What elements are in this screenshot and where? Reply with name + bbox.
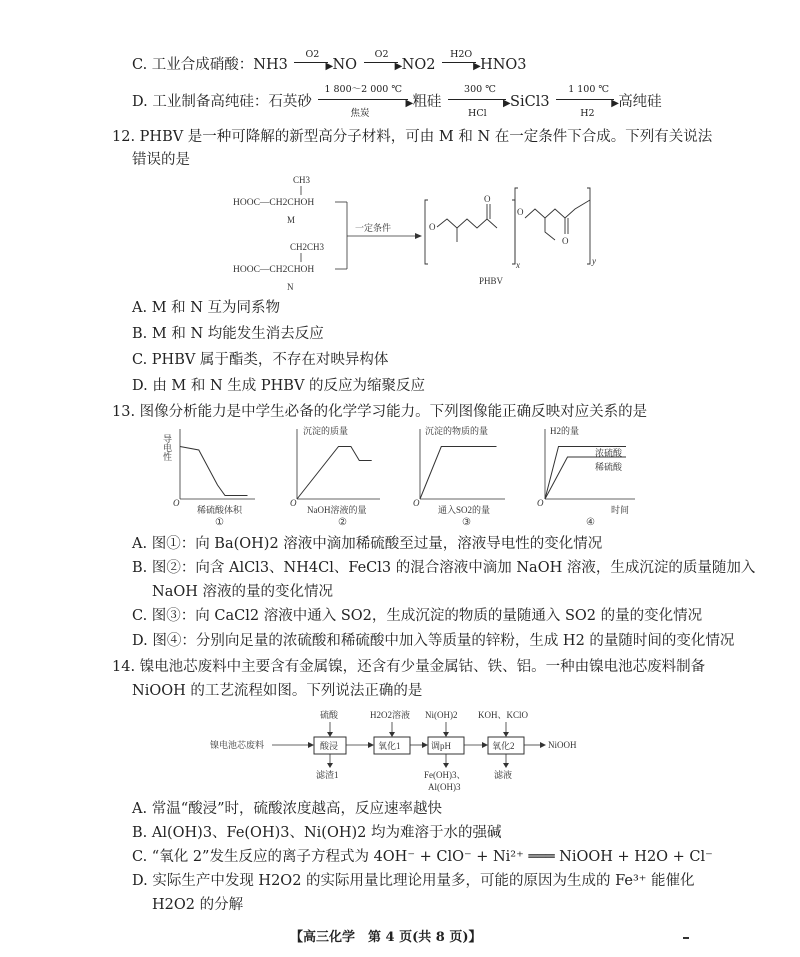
graph1-xlabel: 稀硫酸体积 (197, 505, 243, 515)
cond-o2: O2 (374, 49, 389, 60)
reagent-sulfuric-acid: 硫酸 (320, 710, 339, 720)
phbv-oxygen: O (562, 236, 569, 246)
reagent-h2o2: H2O2溶液 (370, 710, 410, 720)
q13-option-c: C. 图③：向 CaCl2 溶液中通入 SO2，生成沉淀的物质的量随通入 SO2 的量的变化情况 (132, 608, 703, 624)
graph2-origin: O (290, 498, 297, 508)
page-footer: 【高三化学 第 4 页(共 8 页)】 (290, 930, 482, 945)
chem-nh3: NH3 (253, 57, 288, 73)
q13-option-a: A. 图①：向 Ba(OH)2 溶液中滴加稀硫酸至过量，溶液导电性的变化情况 (132, 536, 603, 552)
q14-stem-line2: NiOOH 的工艺流程如图。下列说法正确的是 (132, 683, 423, 699)
graph2-xlabel: NaOH溶液的量 (307, 505, 367, 515)
q13-option-d: D. 图④：分别向足量的浓硫酸和稀硫酸中加入等质量的锌粉，生成 H2 的量随时间的变化情况 (132, 633, 735, 649)
n-formula: HOOC—CH2CHOH (233, 265, 315, 275)
subscript-x: x (516, 260, 520, 270)
q14-option-b: B. Al(OH)3、Fe(OH)3、Ni(OH)2 均为难溶于水的强碱 (132, 825, 502, 841)
m-substituent: CH3 (293, 175, 311, 185)
output-aloh3: Al(OH)3 (428, 782, 461, 792)
graph-2 (290, 425, 380, 528)
phbv-oxygen: O (484, 194, 491, 204)
q14-option-d-cont: H2O2 的分解 (152, 897, 244, 913)
phbv-label: PHBV (479, 276, 504, 286)
chem-hno3: HNO3 (480, 57, 527, 73)
q14-flowchart (210, 708, 630, 798)
graph1-ylabel: 导电性 (162, 434, 172, 461)
svg-text:调pH: 调pH (431, 741, 451, 751)
graph2-ylabel: 沉淀的质量 (303, 426, 349, 436)
m-label: M (287, 215, 296, 225)
graph3-xlabel: 通入SO2的量 (438, 505, 491, 515)
q11-option-c: C. 工业合成硝酸：NH3 O2 ▶ NO O2 ▶ NO2 H2O ▶ HNO3 (132, 55, 527, 75)
q12-stem-line2: 错误的是 (132, 152, 190, 168)
cond-o2: O2 (305, 49, 320, 60)
graph4-number: ④ (586, 517, 595, 528)
q12-option-b: B. M 和 N 均能发生消去反应 (132, 326, 324, 342)
output-residue-1: 滤渣1 (316, 770, 339, 780)
flow-final-product: NiOOH (548, 740, 577, 750)
phbv-oxygen: O (429, 222, 436, 232)
graph3-ylabel: 沉淀的物质的量 (425, 426, 489, 436)
graph2-curve (297, 447, 372, 500)
q13-stem: 13. 图像分析能力是中学生必备的化学学习能力。下列图像能正确反映对应关系的是 (112, 404, 648, 420)
graph4-ylabel: H2的量 (550, 426, 579, 436)
reagent-koh-kclo: KOH、KClO (478, 710, 529, 720)
q12-option-c: C. PHBV 属于酯类，不存在对映异构体 (132, 352, 389, 368)
q14-stem-line1: 14. 镍电池芯废料中主要含有金属镍，还含有少量金属钴、铁、铝。一种由镍电池芯废料制备 (112, 659, 706, 675)
graph-3 (413, 425, 505, 528)
output-hydroxides: Fe(OH)3、 (424, 770, 466, 780)
graph4-xlabel: 时间 (611, 505, 630, 515)
chem-no2: NO2 (401, 57, 436, 73)
q14-option-a: A. 常温“酸浸”时，硫酸浓度越高，反应速率越快 (132, 801, 443, 817)
chem-no: NO (332, 57, 358, 73)
phbv-structure (425, 188, 590, 264)
cond-h2o: H2O (450, 49, 473, 60)
flow-input: 镍电池芯废料 (210, 740, 265, 750)
graph1-curve (180, 447, 248, 496)
svg-text:氧化1: 氧化1 (378, 741, 401, 751)
q13-graphs (155, 424, 675, 529)
graph3-curve (420, 447, 497, 500)
q13-option-b-cont: NaOH 溶液的量的变化情况 (152, 584, 333, 600)
graph1-number: ① (215, 517, 224, 528)
q14-option-c: C. “氧化 2”发生反应的离子方程式为 4OH⁻ + ClO⁻ + Ni²⁺ ═══ NiOOH + H2O + Cl⁻ (132, 849, 713, 865)
graph-4 (537, 425, 635, 528)
subscript-y: y (592, 256, 596, 266)
graph3-number: ③ (462, 517, 471, 528)
graph1-origin: O (173, 498, 180, 508)
corner-mark (683, 937, 689, 939)
q13-option-b: B. 图②：向含 AlCl3、NH4Cl、FeCl3 的混合溶液中滴加 NaOH 溶液，生成沉淀的质量随加入 (132, 560, 756, 576)
graph4-origin: O (537, 498, 544, 508)
q12-option-a: A. M 和 N 互为同系物 (132, 300, 281, 316)
svg-text:酸浸: 酸浸 (320, 741, 339, 751)
graph-1 (162, 429, 255, 528)
reaction-condition: 一定条件 (355, 223, 392, 233)
graph4-legend-conc: 浓硫酸 (595, 448, 623, 458)
n-substituent: CH2CH3 (290, 242, 325, 252)
n-label: N (287, 282, 294, 292)
output-filtrate: 滤液 (494, 770, 513, 780)
graph2-number: ② (338, 517, 347, 528)
q14-option-d: D. 实际生产中发现 H2O2 的实际用量比理论用量多，可能的原因为生成的 Fe³⁺ 能催化 (132, 873, 695, 889)
phbv-reaction-figure (225, 172, 605, 292)
phbv-oxygen: O (517, 207, 524, 217)
m-formula: HOOC—CH2CHOH (233, 198, 315, 208)
q11-option-d: D. 工业制备高纯硅：石英砂 1 800～2 000 ℃ ▶ 焦炭 粗硅 300 ℃ ▶ HCl SiCl3 1 100 ℃ ▶ H2 高纯硅 (132, 84, 662, 119)
q12-option-d: D. 由 M 和 N 生成 PHBV 的反应为缩聚反应 (132, 378, 426, 394)
graph3-origin: O (413, 498, 420, 508)
svg-text:氧化2: 氧化2 (492, 741, 515, 751)
graph4-legend-dilute: 稀硫酸 (595, 462, 623, 472)
q12-stem-line1: 12. PHBV 是一种可降解的新型高分子材料，可由 M 和 N 在一定条件下合成。下列有关说法 (112, 129, 713, 145)
reagent-nioh2: Ni(OH)2 (425, 710, 458, 720)
